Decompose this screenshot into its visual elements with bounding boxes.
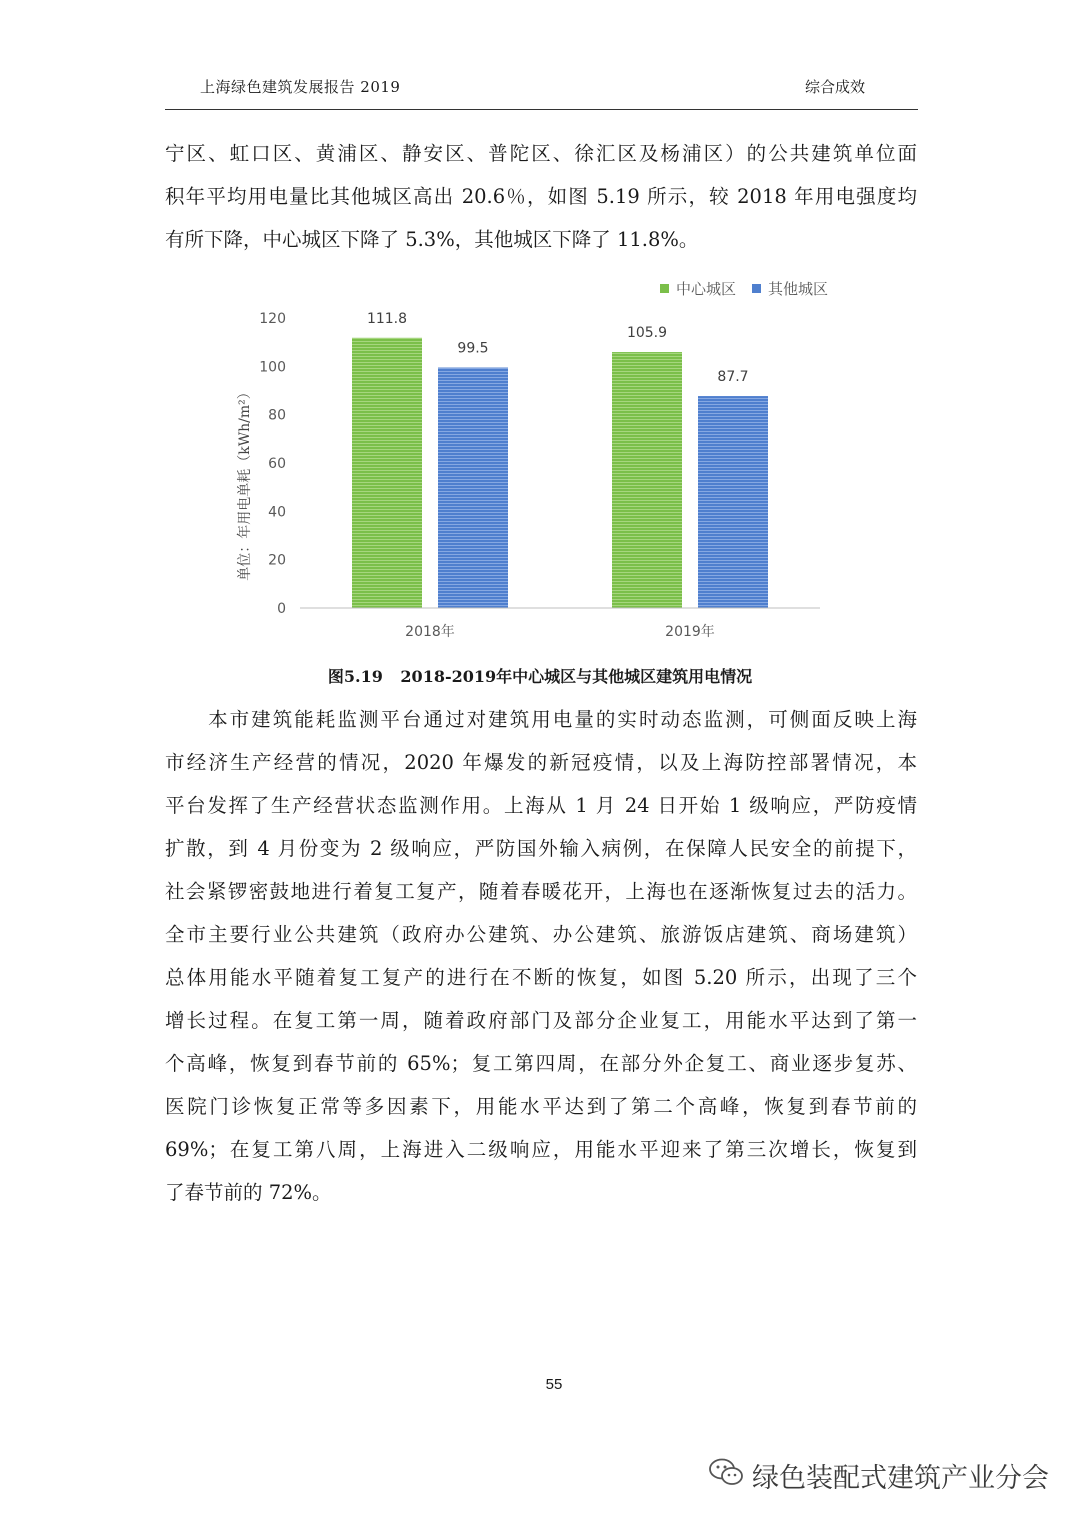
data-label: 111.8 <box>366 310 408 327</box>
y-tick-label: 20 <box>268 552 286 569</box>
watermark <box>708 1456 1049 1495</box>
figure-number: 图5.19 <box>327 667 383 686</box>
bars <box>352 338 768 608</box>
watermark-text: 绿色装配式建筑产业分会 <box>752 1463 1049 1494</box>
text-line: 积年平均用电量比其他城区高出 20.6％，如图 5.19 所示，较 2018 年用电强度均 <box>165 185 917 208</box>
legend-label: 其他城区 <box>768 280 829 298</box>
y-tick-label: 0 <box>277 601 286 617</box>
text-line: 医院门诊恢复正常等多因素下，用能水平达到了第二个高峰，恢复到春节前的 <box>165 1095 917 1118</box>
text-line: 扩散，到 4 月份变为 2 级响应，严防国外输入病例，在保障人民安全的前提下， <box>165 837 917 860</box>
y-tick-label: 100 <box>259 359 286 376</box>
data-label: 105.9 <box>626 325 668 342</box>
y-tick-label: 60 <box>268 456 286 472</box>
data-label: 87.7 <box>717 369 749 386</box>
data-labels <box>367 311 749 385</box>
bar-chart <box>220 270 860 650</box>
chart-legend <box>660 280 828 298</box>
legend-label: 中心城区 <box>676 280 737 298</box>
text-line: 了春节前的 72%。 <box>165 1181 332 1204</box>
wechat-icon <box>708 1457 744 1494</box>
bar-central-1 <box>612 352 682 608</box>
text-line: 平台发挥了生产经营状态监测作用。上海从 1 月 24 日开始 1 级响应，严防疫情 <box>165 794 917 817</box>
y-axis-label: 单位：年用电单耗（kWh/m²） <box>237 385 253 581</box>
y-tick-label: 40 <box>268 504 286 521</box>
bar-central-0 <box>352 338 422 608</box>
text-line: 增长过程。在复工第一周，随着政府部门及部分企业复工，用能水平达到了第一 <box>165 1009 917 1032</box>
y-tick-label: 80 <box>268 407 286 424</box>
bar-other-1 <box>698 396 768 608</box>
x-tick-label: 2018年 <box>405 624 455 640</box>
bar-other-0 <box>438 368 508 608</box>
text-line: 市经济生产经营的情况，2020 年爆发的新冠疫情，以及上海防控部署情况，本 <box>165 751 917 774</box>
text-line: 宁区、虹口区、黄浦区、静安区、普陀区、徐汇区及杨浦区）的公共建筑单位面 <box>165 142 917 165</box>
text-line: 总体用能水平随着复工复产的进行在不断的恢复，如图 5.20 所示，出现了三个 <box>165 966 917 989</box>
data-label: 99.5 <box>457 340 489 357</box>
legend-swatch <box>752 284 761 293</box>
paragraph-body <box>165 698 917 1214</box>
legend-swatch <box>660 284 669 293</box>
figure-caption <box>0 664 1080 687</box>
text-line: 本市建筑能耗监测平台通过对建筑用电量的实时动态监测，可侧面反映上海 <box>165 708 917 731</box>
running-header-section: 综合成效 <box>805 78 866 96</box>
page-number: 55 <box>545 1376 563 1393</box>
text-line: 社会紧锣密鼓地进行着复工复产，随着春暖花开，上海也在逐渐恢复过去的活力。 <box>165 880 917 903</box>
text-line: 69%；在复工第八周，上海进入二级响应，用能水平迎来了第三次增长，恢复到 <box>165 1138 917 1161</box>
paragraph-intro <box>165 132 917 261</box>
text-line: 有所下降，中心城区下降了 5.3%，其他城区下降了 11.8%。 <box>165 228 699 251</box>
text-line: 个高峰，恢复到春节前的 65%；复工第四周，在部分外企复工、商业逐步复苏、 <box>165 1052 917 1075</box>
figure-title: 2018-2019年中心城区与其他城区建筑用电情况 <box>400 667 753 686</box>
running-header-title: 上海绿色建筑发展报告 2019 <box>200 78 401 96</box>
x-axis <box>405 623 715 640</box>
y-axis <box>259 311 286 617</box>
header-rule <box>165 109 918 110</box>
text-line: 全市主要行业公共建筑（政府办公建筑、办公建筑、旅游饭店建筑、商场建筑） <box>165 923 917 946</box>
y-tick-label: 120 <box>259 311 286 327</box>
x-tick-label: 2019年 <box>665 624 715 640</box>
